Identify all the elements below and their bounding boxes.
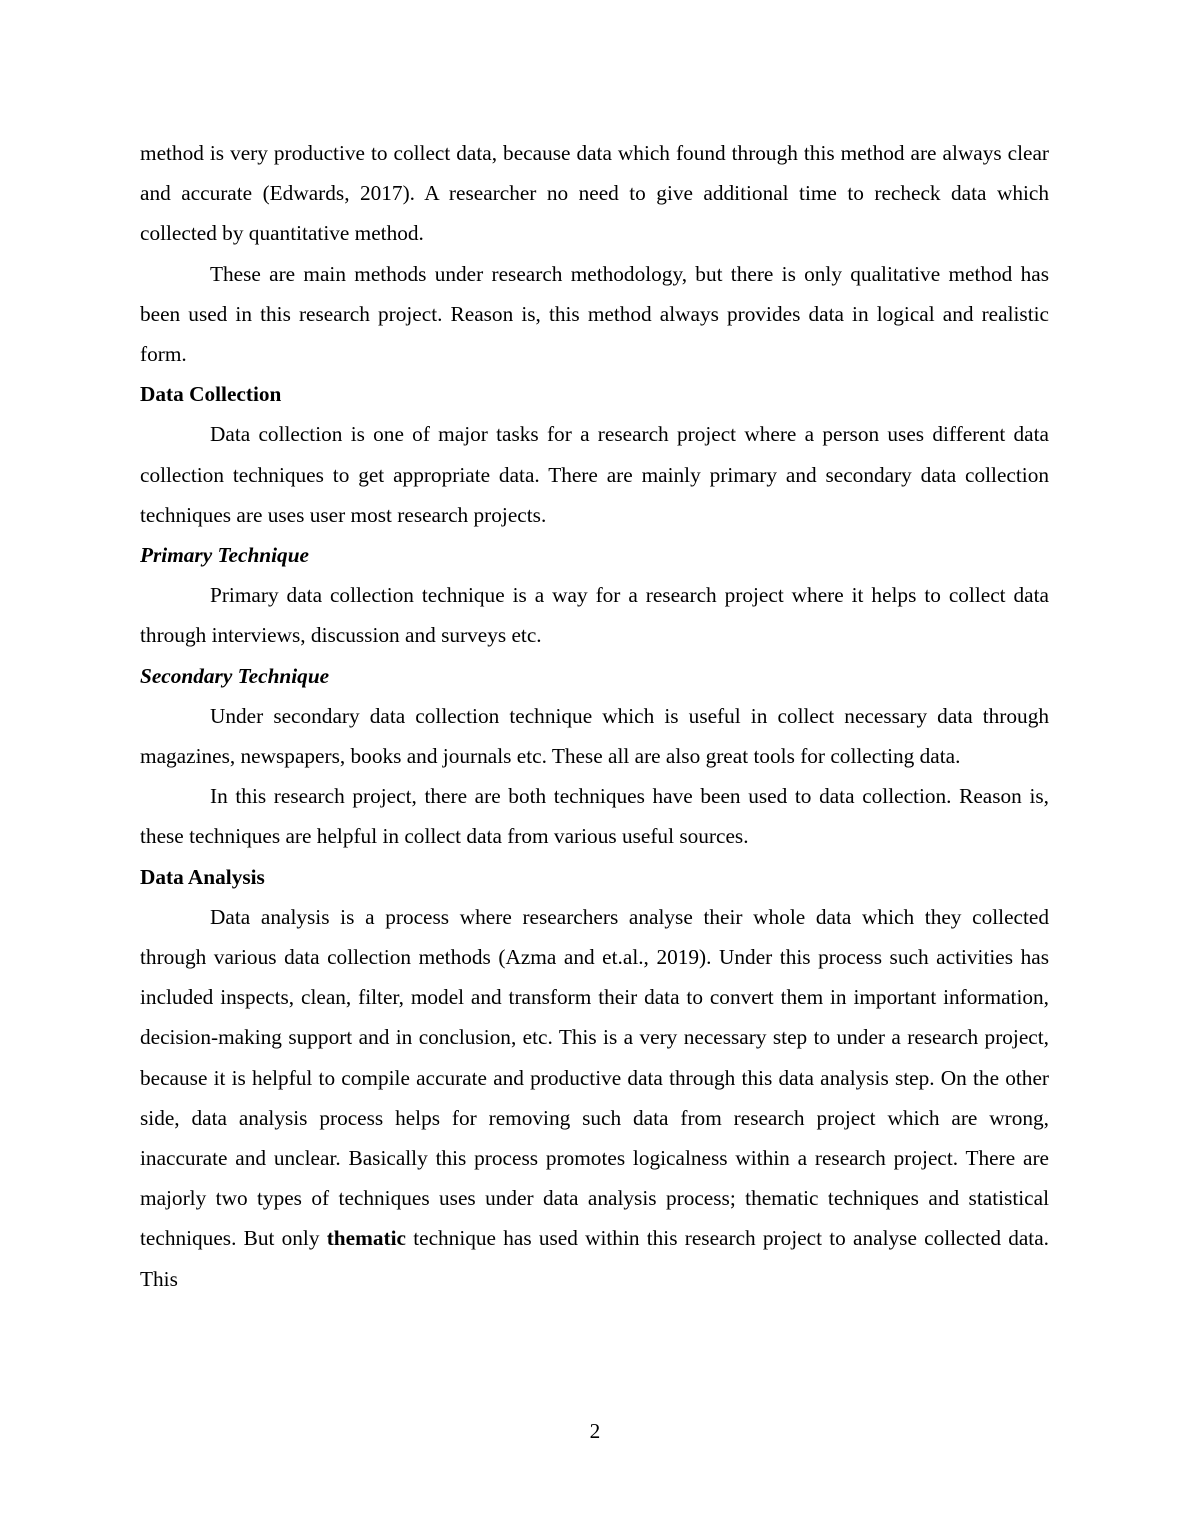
paragraph-data-analysis-tail: technique has used within this research project to analyse collected data. This — [140, 1226, 1049, 1291]
paragraph-secondary-technique: Under secondary data collection technique which is useful in collect necessary data through magazines, newspapers, books and journals etc. These all are also great tools for collecting data. — [140, 703, 1049, 769]
paragraph-primary-technique: Primary data collection technique is a way for a research project where it helps to collect data through interviews, discussion and surveys etc. — [140, 583, 1049, 648]
page-body — [140, 133, 1049, 1299]
paragraph-data-analysis — [140, 897, 1049, 1299]
paragraph-both-techniques: In this research project, there are both techniques have been used to data collection. Reason is, these techniques are helpful in collect data from various useful sources. — [140, 784, 1049, 849]
paragraph-quantitative-method: method is very productive to collect data, because data which found through this method are always clear and accurate (Edwards, 2017). A researcher no need to give additional time to recheck data which collected by quantitative method. — [140, 141, 1049, 246]
heading-data-analysis: Data Analysis — [140, 864, 265, 889]
page-number: 2 — [589, 1419, 601, 1443]
bold-term-thematic: thematic — [326, 1226, 406, 1251]
heading-primary-technique: Primary Technique — [140, 543, 310, 568]
heading-data-collection: Data Collection — [140, 382, 282, 407]
paragraph-data-collection: Data collection is one of major tasks for a research project where a person uses different data collection techniques to get appropriate data. There are mainly primary and secondary data collection techniques are uses user most research projects. — [140, 422, 1049, 527]
paragraph-data-analysis-text: Data analysis is a process where researchers analyse their whole data which they collected through various data collection methods (Azma and et.al., 2019). Under this process such activities has included inspects, clean, filter, model and transform their data to convert them in important information, decision-making support and in conclusion, etc. This is a very necessary step to under a research project, because it is helpful to compile accurate and productive data through this data analysis step. On the other side, data analysis process helps for removing such data from research project which are wrong, inaccurate and unclear. Basically this process promotes logicalness within a research project. There are majorly two types of techniques uses under data analysis process; thematic techniques and statistical techniques. But only — [140, 904, 1049, 1251]
paragraph-methods-summary: These are main methods under research methodology, but there is only qualitative method has been used in this research project. Reason is, this method always provides data in logical and realistic form. — [140, 261, 1049, 367]
heading-secondary-technique: Secondary Technique — [140, 663, 330, 688]
